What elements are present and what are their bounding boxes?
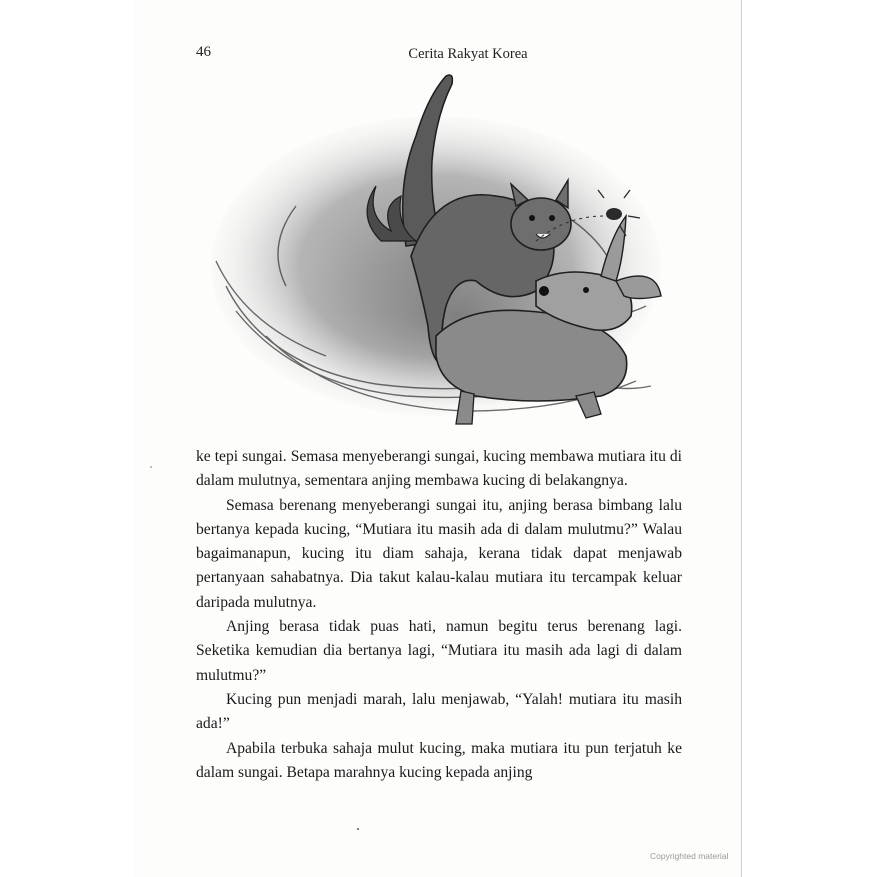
paragraph: Anjing berasa tidak puas hati, namun begitu terus berenang lagi. Seketika kemudian dia bertanya lagi, “Mutiara itu masih ada lagi di dalam mulutmu?” [196,618,682,684]
page-number: 46 [196,44,211,60]
copyright-notice: Copyrighted material [650,851,729,861]
print-speck [357,828,359,830]
paragraph: Kucing pun menjadi marah, lalu menjawab, “Yalah! mutiara itu masih ada!” [196,690,682,733]
running-head: Cerita Rakyat Korea [408,46,528,62]
print-speck [150,466,152,468]
paragraph: Apabila terbuka sahaja mulut kucing, maka mutiara itu pun terjatuh ke dalam sungai. Betapa marahnya kucing kepada anjing [196,739,682,781]
paragraph: ke tepi sungai. Semasa menyeberangi sungai, kucing membawa mutiara itu di dalam mulutnya, sementara anjing membawa kucing di belakangnya. [196,448,682,490]
paragraph: Semasa berenang menyeberangi sungai itu, anjing berasa bimbang lalu bertanya kepada kucing, “Mutiara itu masih ada di dalam mulutmu?” Walau bagaimanapun, kucing itu diam sahaja, kerana tidak dapat menjawab pertanyaan sahabatnya. Dia takut kalau-kalau mutiara itu tercampak keluar daripada mulutnya. [196,496,682,611]
body-text [196,445,682,785]
cat-and-dog-fighting-illustration [206,66,666,438]
book-page [134,0,742,877]
